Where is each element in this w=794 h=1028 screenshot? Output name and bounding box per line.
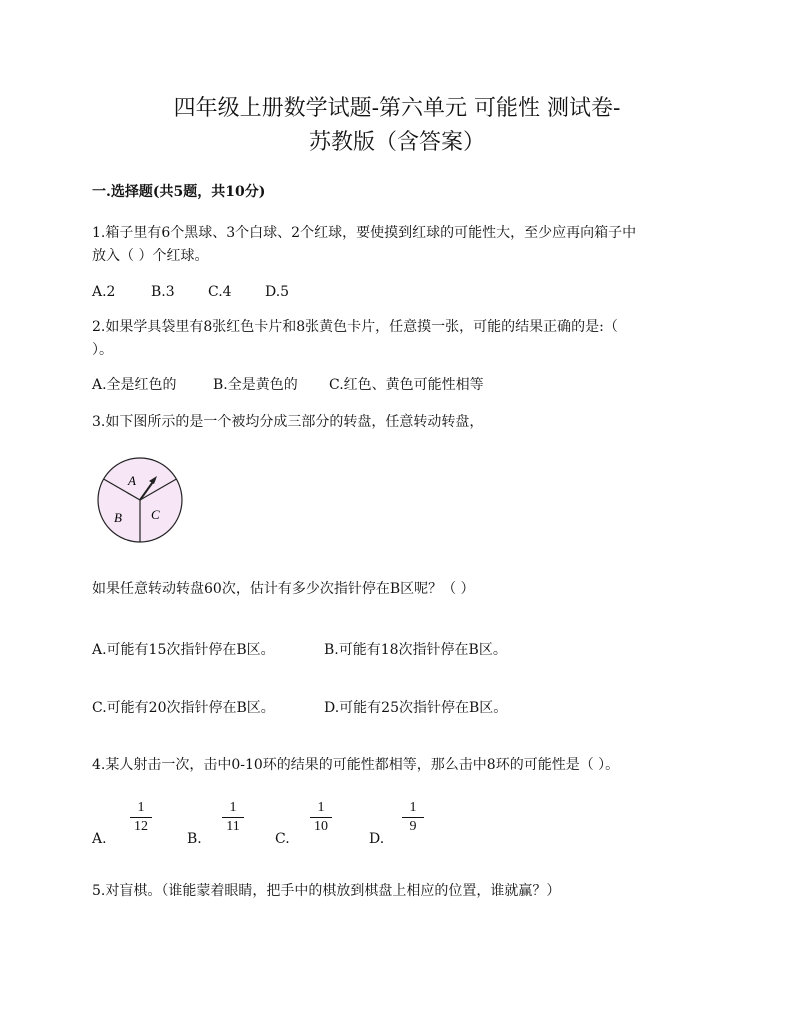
question-3-option-a: A.可能有15次指针停在B区。 <box>92 642 275 658</box>
question-2-option-b: B.全是黄色的 <box>213 377 298 393</box>
question-1-option-a: A.2 <box>92 284 116 300</box>
document-title-line-1: 四年级上册数学试题-第六单元 可能性 测试卷- <box>173 96 621 121</box>
question-1-line-1: 1.箱子里有6个黑球、3个白球、2个红球，要使摸到红球的可能性大，至少应再向箱子中 <box>92 225 637 241</box>
question-1-option-c: C.4 <box>208 284 232 300</box>
fraction-numerator: 1 <box>229 800 237 815</box>
question-4-option-a-label: A. <box>92 831 107 847</box>
question-2-option-a: A.全是红色的 <box>92 377 177 393</box>
fraction-denominator: 10 <box>314 819 328 834</box>
fraction-numerator: 1 <box>317 800 325 815</box>
question-4-option-b-label: B. <box>187 831 202 847</box>
fraction-numerator: 1 <box>137 800 145 815</box>
fraction-bar <box>222 817 244 818</box>
question-3-line-2: 如果任意转动转盘60次，估计有多少次指针停在B区呢？（ ） <box>92 581 475 597</box>
fraction-denominator: 11 <box>226 819 240 834</box>
question-4-line-1: 4.某人射击一次，击中0-10环的结果的可能性都相等，那么击中8环的可能性是（ ）。 <box>92 757 620 773</box>
fraction-bar <box>402 817 424 818</box>
document-title-line-2: 苏教版（含答案） <box>308 130 485 155</box>
question-4-option-d-label: D. <box>369 831 385 847</box>
question-3-line-1: 3.如下图所示的是一个被均分成三部分的转盘，任意转动转盘， <box>92 414 484 430</box>
question-2-line-2: ）。 <box>92 342 113 358</box>
question-1-line-2: 放入（ ）个红球。 <box>92 248 209 264</box>
fraction-numerator: 1 <box>409 800 417 815</box>
question-4-option-c-fraction <box>306 800 336 835</box>
spinner-label-b: B <box>114 510 122 525</box>
question-3-option-b: B.可能有18次指针停在B区。 <box>324 642 507 658</box>
spinner-label-a: A <box>128 473 136 488</box>
question-5-line-1: 5.对盲棋。（谁能蒙着眼睛，把手中的棋放到棋盘上相应的位置，谁就赢？） <box>92 883 561 899</box>
question-4-option-d-fraction <box>398 800 428 835</box>
question-4-option-c-label: C. <box>275 831 290 847</box>
question-1-option-b: B.3 <box>151 284 175 300</box>
fraction-bar <box>310 817 332 818</box>
question-2-line-1: 2.如果学具袋里有8张红色卡片和8张黄色卡片，任意摸一张，可能的结果正确的是:（ <box>92 319 618 335</box>
section-heading: 一.选择题(共5题，共10分) <box>92 184 266 200</box>
fraction-bar <box>130 817 152 818</box>
question-4-option-b-fraction <box>218 800 248 835</box>
question-1-option-d: D.5 <box>265 284 290 300</box>
spinner-diagram <box>94 455 186 547</box>
fraction-denominator: 9 <box>409 819 417 834</box>
question-3-option-c: C.可能有20次指针停在B区。 <box>92 700 275 716</box>
question-2-option-c: C.红色、黄色可能性相等 <box>329 377 484 393</box>
question-3-option-d: D.可能有25次指针停在B区。 <box>324 700 508 716</box>
spinner-label-c: C <box>151 507 160 522</box>
question-4-option-a-fraction <box>126 800 156 835</box>
fraction-denominator: 12 <box>134 819 148 834</box>
